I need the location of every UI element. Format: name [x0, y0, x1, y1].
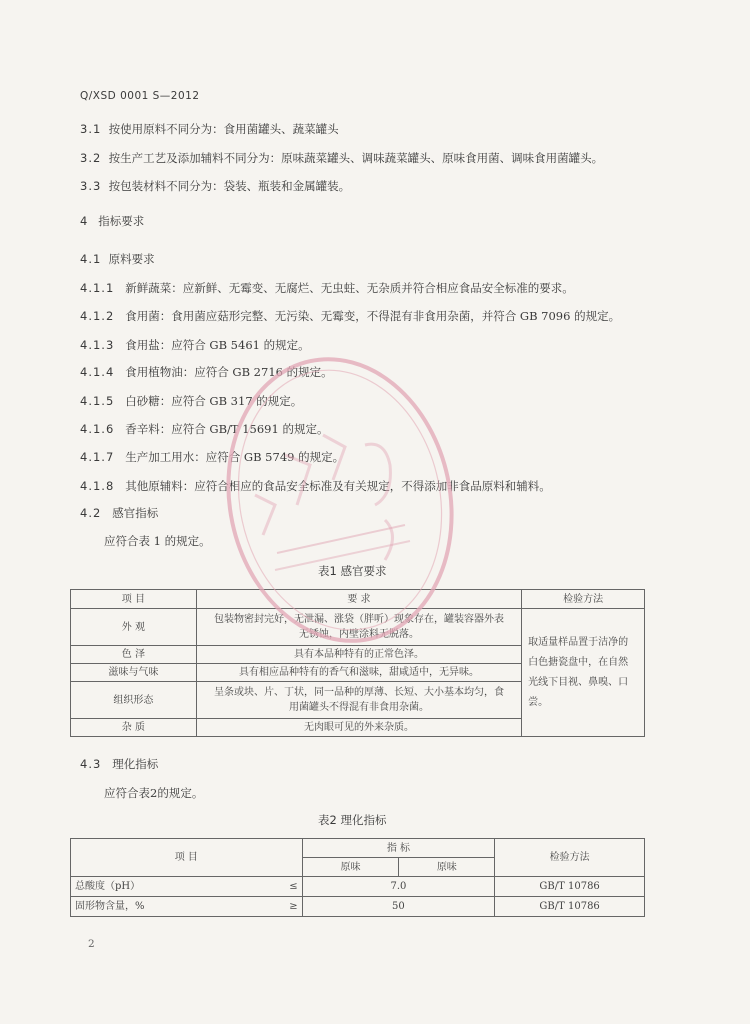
table-header-requirement: 要 求	[196, 590, 521, 609]
table-cell-requirement: 具有本品种特有的正常色泽。	[196, 646, 521, 664]
clause-4-1-2: 4.1.2 食用菌：食用菌应菇形完整、无污染、无霉变，不得混有非食用杂菌，并符合 GB 7096 的规定。	[80, 309, 621, 323]
table-header-item: 项 目	[71, 839, 303, 877]
clause-4-1-5: 4.1.5 白砂糖：应符合 GB 317 的规定。	[80, 394, 303, 408]
table-cell-item: 滋味与气味	[71, 664, 197, 682]
clause-4-1-1: 4.1.1 新鲜蔬菜：应新鲜、无霉变、无腐烂、无虫蛀、无杂质并符合相应食品安全标准的要求。	[80, 281, 574, 295]
table-cell-value: 50	[302, 897, 495, 917]
table-header-row	[71, 839, 645, 858]
table-cell-item: 总酸度（pH）	[71, 877, 281, 897]
page-number: 2	[88, 938, 95, 950]
section-4-heading: 4 指标要求	[80, 214, 145, 228]
table-cell-item: 组织形态	[71, 682, 197, 719]
table-cell-symbol: ≥	[280, 897, 302, 917]
clause-4-1-4: 4.1.4 食用植物油：应符合 GB 2716 的规定。	[80, 365, 333, 379]
table-row	[71, 609, 645, 646]
clause-3-2: 3.2 按生产工艺及添加辅料不同分为：原味蔬菜罐头、调味蔬菜罐头、原味食用菌、调味食用菌罐头。	[80, 151, 604, 165]
table-cell-method: 取适量样品置于洁净的 白色搪瓷盘中，在自然 光线下目视、鼻嗅、口 尝。	[522, 609, 645, 737]
section-4-3-note: 应符合表2的规定。	[104, 786, 204, 800]
clause-4-1-6: 4.1.6 香辛料：应符合 GB/T 15691 的规定。	[80, 422, 329, 436]
table-cell-requirement: 呈条或块、片、丁状，同一品种的厚薄、长短、大小基本均匀，食 用菌罐头不得混有非食用杂菌。	[196, 682, 521, 719]
clause-4-1-3: 4.1.3 食用盐：应符合 GB 5461 的规定。	[80, 338, 310, 352]
table-row	[71, 877, 645, 897]
table-header-index: 指 标	[302, 839, 495, 858]
clause-3-1: 3.1 按使用原料不同分为：食用菌罐头、蔬菜罐头	[80, 122, 339, 136]
document-code: Q/XSD 0001 S—2012	[80, 90, 200, 102]
section-4-1-heading: 4.1 原料要求	[80, 252, 155, 266]
table-header-method: 检验方法	[522, 590, 645, 609]
table-1-caption: 表1 感官要求	[318, 564, 387, 578]
table-cell-method: GB/T 10786	[495, 897, 645, 917]
table-cell-requirement: 无肉眼可见的外来杂质。	[196, 719, 521, 737]
table-header-flavored: 原味	[399, 858, 495, 877]
table-cell-requirement: 包装物密封完好，无泄漏、涨袋（胖听）现象存在，罐装容器外表 无锈蚀，内壁涂料无脱落。	[196, 609, 521, 646]
table-cell-method: GB/T 10786	[495, 877, 645, 897]
table-header-row	[71, 590, 645, 609]
table-physicochemical-indices	[70, 838, 645, 917]
table-cell-requirement: 具有相应品种特有的香气和滋味，甜咸适中，无异味。	[196, 664, 521, 682]
section-4-3-heading: 4.3 理化指标	[80, 757, 159, 771]
table-cell-item: 固形物含量，%	[71, 897, 281, 917]
table-row	[71, 897, 645, 917]
table-sensory-requirements	[70, 589, 645, 737]
section-4-2-heading: 4.2 感官指标	[80, 506, 159, 520]
table-cell-item: 色 泽	[71, 646, 197, 664]
table-header-item: 项 目	[71, 590, 197, 609]
table-cell-value: 7.0	[302, 877, 495, 897]
clause-4-1-8: 4.1.8 其他原辅料：应符合相应的食品安全标准及有关规定，不得添加非食品原料和辅料。	[80, 479, 551, 493]
table-header-original: 原味	[302, 858, 399, 877]
section-4-2-note: 应符合表 1 的规定。	[104, 534, 211, 548]
table-header-method: 检验方法	[495, 839, 645, 877]
table-cell-item: 外 观	[71, 609, 197, 646]
table-cell-symbol: ≤	[280, 877, 302, 897]
clause-4-1-7: 4.1.7 生产加工用水：应符合 GB 5749 的规定。	[80, 450, 345, 464]
clause-3-3: 3.3 按包装材料不同分为：袋装、瓶装和金属罐装。	[80, 179, 351, 193]
table-cell-item: 杂 质	[71, 719, 197, 737]
table-2-caption: 表2 理化指标	[318, 813, 387, 827]
